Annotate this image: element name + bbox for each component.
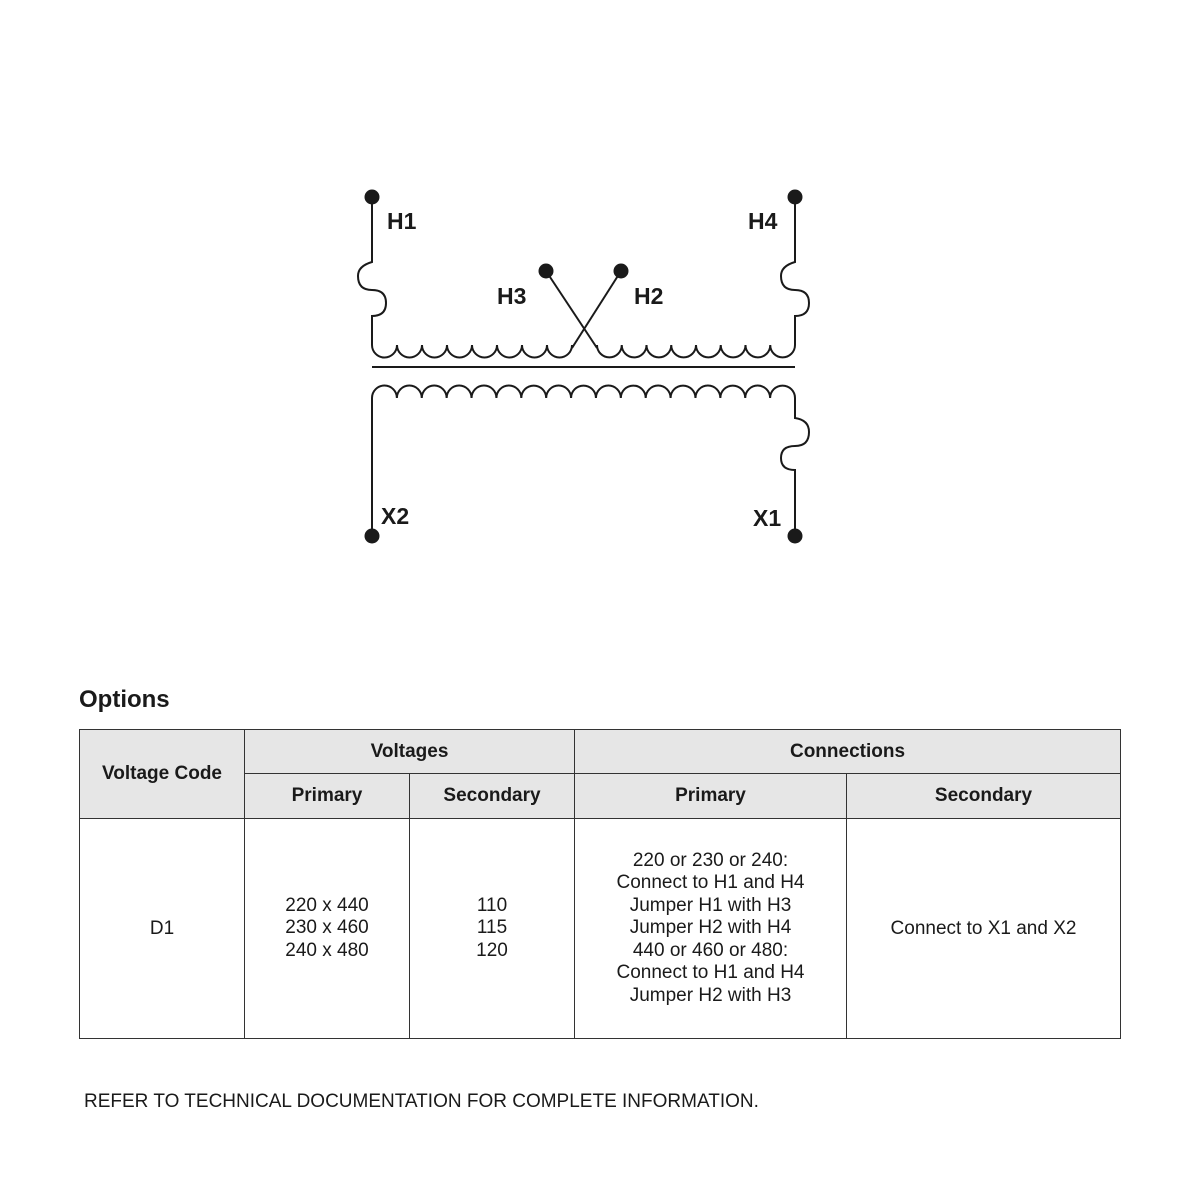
h3-tap-lead	[546, 271, 597, 348]
primary-connection-line: Jumper H2 with H4	[629, 917, 792, 939]
cell-voltage-code: D1	[80, 819, 245, 1039]
x2-label: X2	[381, 503, 410, 529]
primary-voltage-line: 220 x 440	[285, 894, 369, 916]
primary-voltage-line: 230 x 460	[285, 917, 369, 939]
header-voltages: Voltages	[245, 730, 575, 774]
secondary-voltage-line: 110	[476, 894, 508, 916]
header-voltages-primary: Primary	[245, 774, 410, 819]
primary-connection-line: Jumper H1 with H3	[629, 894, 792, 916]
primary-connection-line: 440 or 460 or 480:	[632, 939, 789, 961]
secondary-voltage-line: 120	[476, 939, 508, 961]
primary-connection-line: 220 or 230 or 240:	[632, 849, 789, 871]
h2-label: H2	[634, 283, 664, 309]
x2-terminal-dot	[365, 529, 380, 544]
h4-terminal-dot	[788, 190, 803, 205]
cell-secondary-connections: Connect to X1 and X2	[847, 819, 1121, 1039]
footnote: REFER TO TECHNICAL DOCUMENTATION FOR COMPLETE INFORMATION.	[84, 1091, 759, 1112]
secondary-voltage-line: 115	[476, 917, 508, 939]
primary-coil-right	[597, 345, 795, 357]
primary-connection-line: Connect to H1 and H4	[616, 872, 805, 894]
options-table	[79, 729, 1121, 1039]
header-voltage-code: Voltage Code	[80, 730, 245, 819]
h2-terminal-dot	[614, 264, 629, 279]
header-connections-primary: Primary	[575, 774, 847, 819]
primary-connection-line: Jumper H2 with H3	[629, 984, 792, 1006]
x1-lead	[781, 398, 809, 536]
h2-tap-lead	[572, 271, 621, 348]
header-connections: Connections	[575, 730, 1121, 774]
cell-primary-voltages	[245, 819, 410, 1039]
header-voltages-secondary: Secondary	[410, 774, 575, 819]
h1-terminal-dot	[365, 190, 380, 205]
primary-connection-line: Connect to H1 and H4	[616, 962, 805, 984]
h4-label: H4	[748, 208, 778, 234]
h4-lead	[781, 197, 809, 345]
h1-label: H1	[387, 208, 417, 234]
x1-terminal-dot	[788, 529, 803, 544]
cell-secondary-voltages	[410, 819, 575, 1039]
h3-terminal-dot	[539, 264, 554, 279]
table-row	[80, 819, 1121, 1039]
x1-label: X1	[753, 505, 782, 531]
cell-primary-connections	[575, 819, 847, 1039]
h1-lead	[358, 197, 386, 345]
h3-label: H3	[497, 283, 527, 309]
options-title: Options	[79, 686, 170, 713]
secondary-coil	[372, 386, 795, 398]
primary-coil-left	[372, 345, 572, 357]
header-connections-secondary: Secondary	[847, 774, 1121, 819]
primary-voltage-line: 240 x 480	[285, 939, 369, 961]
